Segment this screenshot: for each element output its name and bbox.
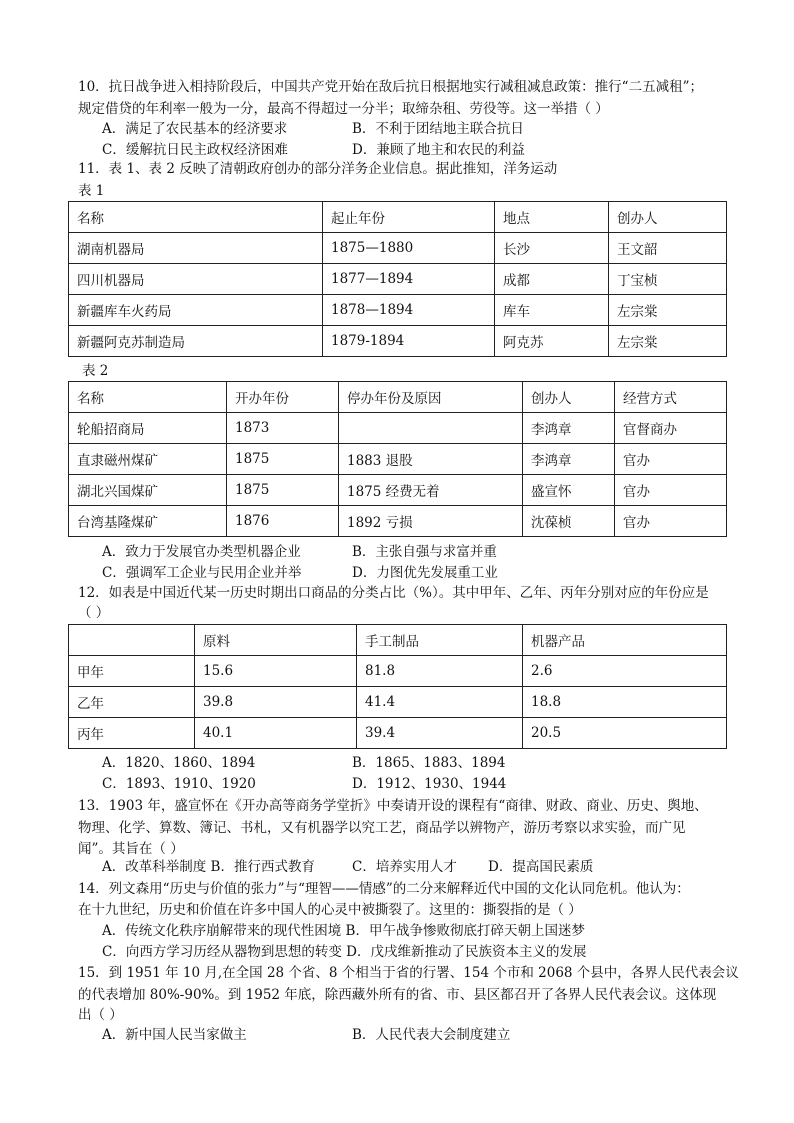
q14-stem-line-2: 在十九世纪，历史和价值在许多中国人的心灵中被撕裂了。这里的：撕裂指的是（ ） [78,902,582,918]
table-cell: 乙年 [69,687,195,718]
q10-option-a[interactable]: A．满足了农民基本的经济要求 [102,121,288,137]
table-cell: 1875 [227,475,339,506]
q11-table2-caption: 表 2 [82,363,109,379]
table-cell: 官办 [615,444,727,475]
table-cell: 左宗棠 [609,326,727,357]
q15-stem-line-3: 出（ ） [78,1007,123,1023]
table-cell: 20.5 [523,718,727,749]
table-cell: 1875 经费无着 [339,475,523,506]
table-cell: 39.8 [195,687,357,718]
table-cell: 官办 [615,475,727,506]
table-cell: 长沙 [495,233,609,264]
table-row [69,656,727,687]
table-cell: 直隶磁州煤矿 [69,444,227,475]
table-header-cell: 名称 [69,202,323,233]
q11-table-2 [68,381,727,537]
table-cell: 1875—1880 [323,233,495,264]
table-cell: 1877—1894 [323,264,495,295]
q13-stem-line-3: 闻”。其旨在（ ） [78,841,184,857]
table-header-cell: 停办年份及原因 [339,382,523,413]
table-cell: 湖南机器局 [69,233,323,264]
q12-option-d[interactable]: D．1912、1930、1944 [352,776,507,792]
table-cell: 丙年 [69,718,195,749]
q10-option-b[interactable]: B．不利于团结地主联合抗日 [352,121,524,137]
table-cell: 李鸿章 [523,413,615,444]
table-header-cell: 创办人 [523,382,615,413]
table-cell: 左宗棠 [609,295,727,326]
table-cell: 1892 亏损 [339,506,523,537]
table-cell: 新疆阿克苏制造局 [69,326,323,357]
table-cell: 2.6 [523,656,727,687]
q13-option-ab[interactable]: A．改革科举制度 B．推行西式教育 [102,859,315,875]
table-header-row [69,625,727,656]
table-header-cell: 手工制品 [357,625,523,656]
table-row [69,687,727,718]
table-header-cell: 机器产品 [523,625,727,656]
table-cell: 1878—1894 [323,295,495,326]
q15-stem-line-2: 的代表增加 80%-90%。到 1952 年底，除西藏外所有的省、市、县区都召开了各界人民代表会议。这体现 [78,987,717,1003]
q11-option-c[interactable]: C．强调军工企业与民用企业并举 [102,565,302,581]
table-header-cell: 名称 [69,382,227,413]
table-cell: 新疆库车火药局 [69,295,323,326]
table-cell: 官办 [615,506,727,537]
table-cell: 1879-1894 [323,326,495,357]
table-cell: 四川机器局 [69,264,323,295]
table-cell: 甲年 [69,656,195,687]
table-cell: 成都 [495,264,609,295]
table-cell: 沈葆桢 [523,506,615,537]
q12-table [68,624,727,749]
q12-stem-line-1: 12．如表是中国近代某一历史时期出口商品的分类占比（%）。其中甲年、乙年、丙年分别对应的年份应是 [78,585,709,601]
table-row [69,506,727,537]
q10-stem-line-1: 10．抗日战争进入相持阶段后，中国共产党开始在敌后抗日根据地实行减租减息政策：推行“二五减租”； [78,79,703,95]
table-cell: 台湾基隆煤矿 [69,506,227,537]
table-row [69,444,727,475]
table-row [69,475,727,506]
table-cell: 湖北兴国煤矿 [69,475,227,506]
table-cell: 库车 [495,295,609,326]
q11-table-1 [68,201,727,357]
table-cell: 39.4 [357,718,523,749]
table-cell: 18.8 [523,687,727,718]
q13-option-c[interactable]: C．培养实用人才 [352,859,457,875]
q11-option-b[interactable]: B．主张自强与求富并重 [352,544,497,560]
table-cell: 1875 [227,444,339,475]
table-cell: 40.1 [195,718,357,749]
table-cell: 阿克苏 [495,326,609,357]
q12-stem-line-2: （ ） [78,605,110,621]
q13-stem-line-1: 13．1903 年，盛宣怀在《开办高等商务学堂折》中奏请开设的课程有“商律、财政、商业、历史、舆地、 [78,798,708,814]
table-cell: 1873 [227,413,339,444]
q12-option-b[interactable]: B．1865、1883、1894 [352,755,506,771]
table-row [69,718,727,749]
table-header-row [69,202,727,233]
table-cell: 1876 [227,506,339,537]
table-cell [339,413,523,444]
q12-option-a[interactable]: A．1820、1860、1894 [102,755,256,771]
table-cell: 81.8 [357,656,523,687]
table-header-cell: 创办人 [609,202,727,233]
table-cell: 丁宝桢 [609,264,727,295]
q12-option-c[interactable]: C．1893、1910、1920 [102,776,256,792]
table-cell: 15.6 [195,656,357,687]
q14-option-ab[interactable]: A．传统文化秩序崩解带来的现代性困境 B．甲午战争惨败彻底打碎天朝上国迷梦 [102,923,585,939]
table-cell: 官督商办 [615,413,727,444]
q15-option-b[interactable]: B．人民代表大会制度建立 [352,1027,511,1043]
table-cell: 王文韶 [609,233,727,264]
q14-option-cd[interactable]: C．向西方学习历经从器物到思想的转变 D．戊戌维新推动了民族资本主义的发展 [102,944,587,960]
q14-stem-line-1: 14．列文森用“历史与价值的张力”与“理智——情感”的二分来解释近代中国的文化认同危机。他认为： [78,881,690,897]
q13-stem-line-2: 物理、化学、算数、簿记、书札，又有机器学以究工艺，商品学以辨物产，游历考察以求实验，而广见 [78,820,686,836]
table-cell: 轮船招商局 [69,413,227,444]
table-cell: 盛宣怀 [523,475,615,506]
q11-option-d[interactable]: D．力图优先发展重工业 [352,565,498,581]
q15-stem-line-1: 15．到 1951 年 10 月,在全国 28 个省、8 个相当于省的行署、154 个市和 2068 个县中，各界人民代表会议 [78,965,739,981]
table-row [69,295,727,326]
table-row [69,413,727,444]
table-row [69,264,727,295]
table-row [69,233,727,264]
q15-option-a[interactable]: A．新中国人民当家做主 [102,1027,247,1043]
q13-option-d[interactable]: D．提高国民素质 [488,859,594,875]
table-row [69,326,727,357]
q11-stem-line-1: 11．表 1、表 2 反映了清朝政府创办的部分洋务企业信息。据此推知，洋务运动 [78,161,558,177]
table-header-cell: 经营方式 [615,382,727,413]
q10-stem-line-2: 规定借贷的年利率一般为一分，最高不得超过一分半；取缔杂租、劳役等。这一举措（ ） [78,101,609,117]
table-cell: 李鸿章 [523,444,615,475]
table-header-cell [69,625,195,656]
q11-option-a[interactable]: A．致力于发展官办类型机器企业 [102,544,301,560]
table-header-cell: 地点 [495,202,609,233]
q10-option-c[interactable]: C．缓解抗日民主政权经济困难 [102,142,288,158]
table-cell: 1883 退股 [339,444,523,475]
table-header-cell: 起止年份 [323,202,495,233]
q10-option-d[interactable]: D．兼顾了地主和农民的利益 [352,142,525,158]
table-cell: 41.4 [357,687,523,718]
q11-table1-caption: 表 1 [78,183,105,199]
table-header-cell: 原料 [195,625,357,656]
table-header-cell: 开办年份 [227,382,339,413]
table-header-row [69,382,727,413]
